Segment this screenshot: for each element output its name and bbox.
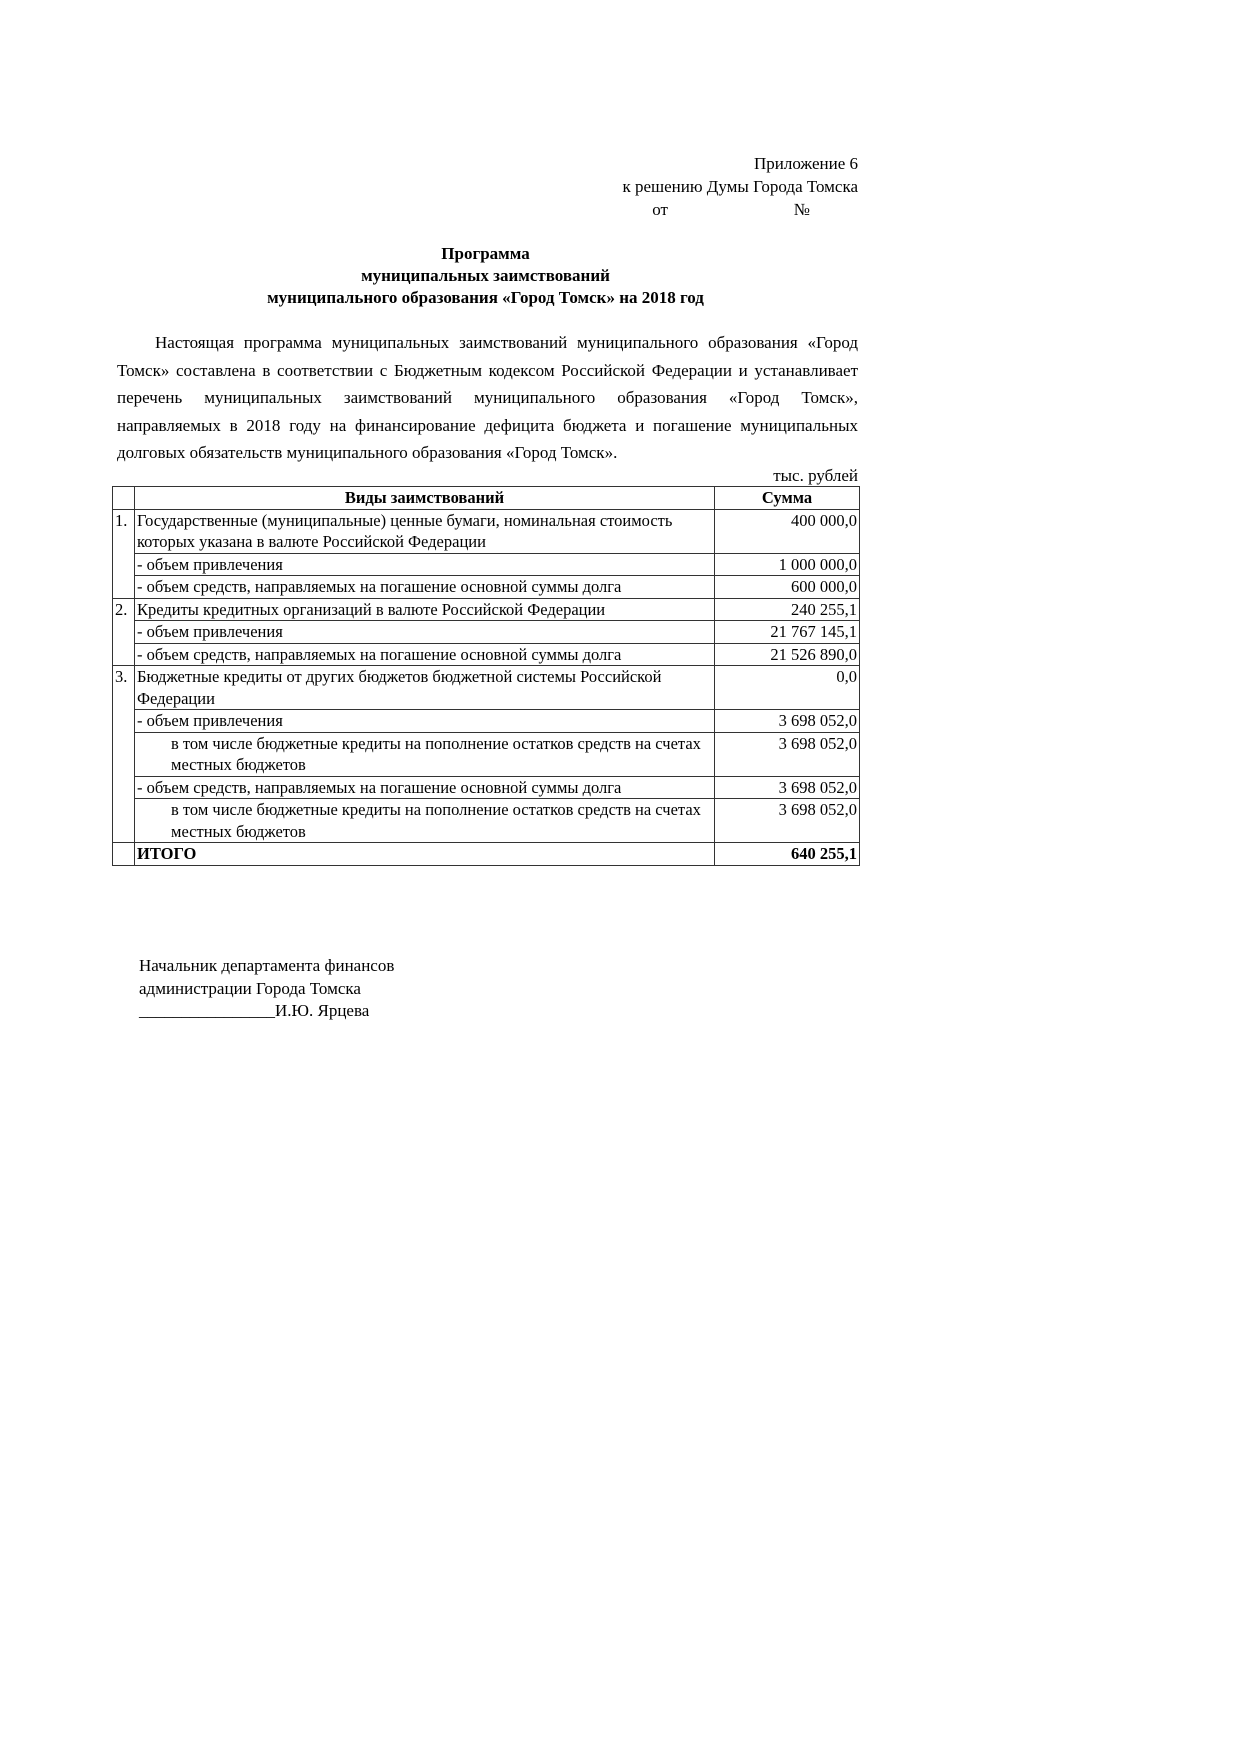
table-row: [113, 553, 860, 576]
row-num: [113, 732, 135, 776]
total-sum: 640 255,1: [715, 843, 860, 866]
table-row: [113, 576, 860, 599]
number-label: №: [793, 200, 810, 219]
intro-paragraph: Настоящая программа муниципальных заимствований муниципального образования «Город Томск» составлена в соответствии с Бюджетным кодексом Российской Федерации и устанавливает перечень муниципальных заимствований муниципального образования «Город Томск», направляемых в 2018 году на финансирование дефицита бюджета и погашение муниципальных долговых обязательств муниципального образования «Город Томск».: [117, 333, 858, 462]
table-row: [113, 776, 860, 799]
table-row: [113, 598, 860, 621]
signature-block: [139, 955, 394, 1023]
row-num: [113, 799, 135, 843]
row-name: - объем средств, направляемых на погашение основной суммы долга: [135, 776, 715, 799]
table-header-row: [113, 487, 860, 510]
table-row: [113, 509, 860, 553]
table-row: [113, 643, 860, 666]
row-sum: 3 698 052,0: [715, 799, 860, 843]
title-line-3: муниципального образования «Город Томск» на 2018 год: [267, 288, 704, 307]
row-sum: 3 698 052,0: [715, 710, 860, 733]
row-num: [113, 710, 135, 733]
unit-label: тыс. рублей: [773, 466, 858, 485]
row-num: 1.: [113, 509, 135, 553]
borrowings-table: [112, 486, 860, 866]
row-sum: 3 698 052,0: [715, 776, 860, 799]
row-name: Бюджетные кредиты от других бюджетов бюджетной системы Российской Федерации: [135, 666, 715, 710]
row-name: в том числе бюджетные кредиты на пополнение остатков средств на счетах местных бюджетов: [135, 732, 715, 776]
header-sum: Сумма: [715, 487, 860, 510]
table-row: [113, 666, 860, 710]
title-line-2: муниципальных заимствований: [361, 266, 610, 285]
row-sum: 21 526 890,0: [715, 643, 860, 666]
signature-position: Начальник департамента финансов: [139, 956, 395, 975]
appendix-decision: к решению Думы Города Томска: [622, 177, 858, 196]
row-name: - объем привлечения: [135, 710, 715, 733]
row-name: - объем привлечения: [135, 621, 715, 644]
date-from-label: от: [652, 200, 668, 219]
total-num-cell: [113, 843, 135, 866]
row-sum: 1 000 000,0: [715, 553, 860, 576]
row-sum: 0,0: [715, 666, 860, 710]
row-num: [113, 643, 135, 666]
row-sum: 21 767 145,1: [715, 621, 860, 644]
appendix-number: Приложение 6: [754, 154, 858, 173]
table-row: [113, 799, 860, 843]
row-num: [113, 553, 135, 576]
table-row: [113, 732, 860, 776]
table-row: [113, 710, 860, 733]
signature-name: ________________И.Ю. Ярцева: [139, 1001, 370, 1020]
row-name: Государственные (муниципальные) ценные бумаги, номинальная стоимость которых указана в валюте Российской Федерации: [135, 509, 715, 553]
total-row: [113, 843, 860, 866]
row-name: Кредиты кредитных организаций в валюте Российской Федерации: [135, 598, 715, 621]
row-sum: 3 698 052,0: [715, 732, 860, 776]
row-name: - объем средств, направляемых на погашение основной суммы долга: [135, 576, 715, 599]
appendix-header: [458, 152, 858, 221]
header-num-cell: [113, 487, 135, 510]
document-title: [113, 243, 858, 309]
appendix-date-line: [458, 198, 858, 221]
row-num: 2.: [113, 598, 135, 621]
row-name: - объем средств, направляемых на погашение основной суммы долга: [135, 643, 715, 666]
row-num: 3.: [113, 666, 135, 710]
row-sum: 240 255,1: [715, 598, 860, 621]
signature-organization: администрации Города Томска: [139, 978, 361, 998]
row-sum: 600 000,0: [715, 576, 860, 599]
title-line-1: Программа: [441, 244, 530, 263]
row-num: [113, 576, 135, 599]
table-row: [113, 621, 860, 644]
row-sum: 400 000,0: [715, 509, 860, 553]
row-num: [113, 621, 135, 644]
row-name: в том числе бюджетные кредиты на пополнение остатков средств на счетах местных бюджетов: [135, 799, 715, 843]
header-type: Виды заимствований: [135, 487, 715, 510]
total-label: ИТОГО: [135, 843, 715, 866]
row-num: [113, 776, 135, 799]
row-name: - объем привлечения: [135, 553, 715, 576]
